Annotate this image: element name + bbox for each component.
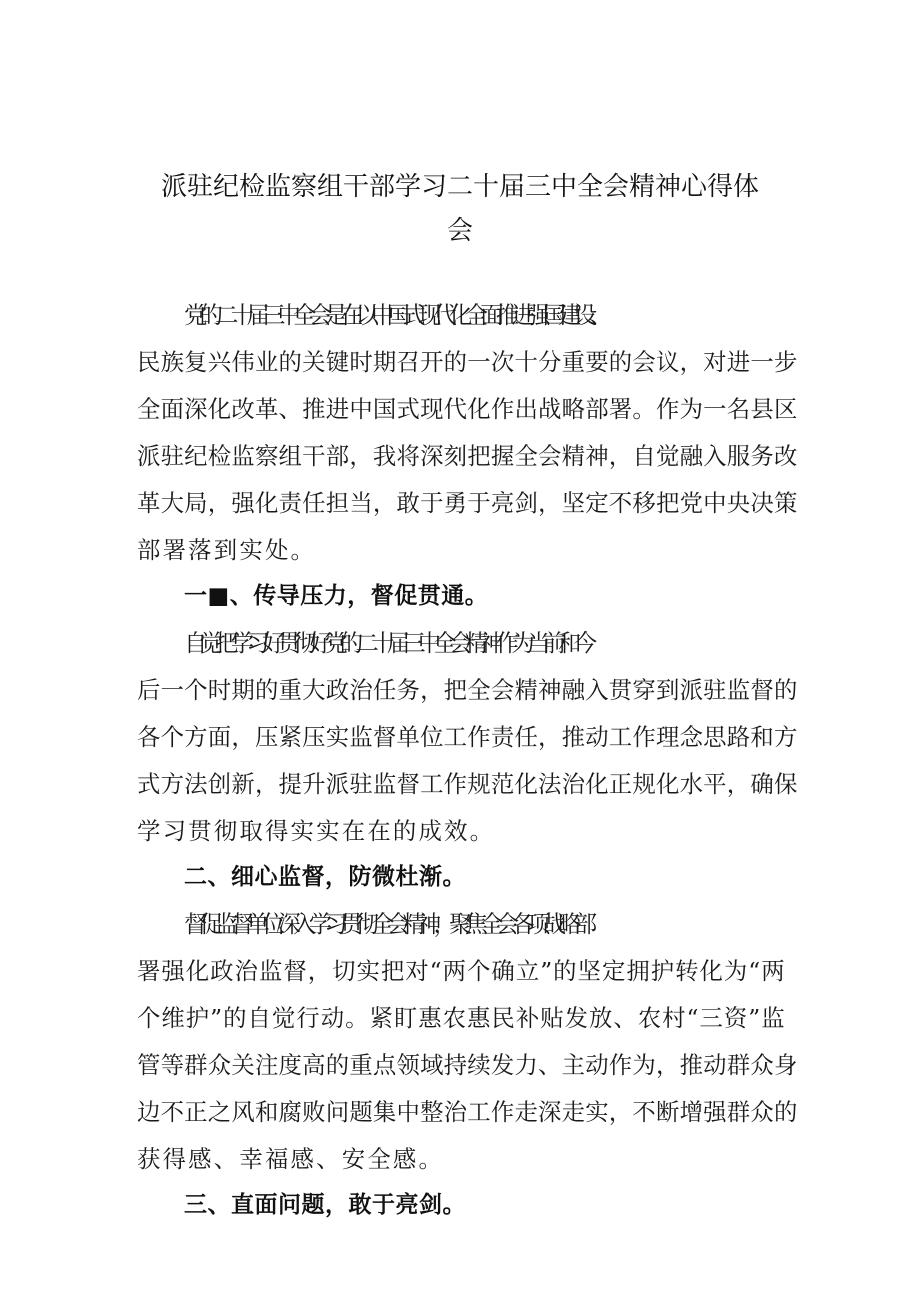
- section-1-line: 式方法创新，提升派驻监督工作规范化法治化正规化水平，确保: [137, 770, 798, 798]
- intro-line: 民族复兴伟业的关键时期召开的一次十分重要的会议，对进一步: [137, 348, 798, 376]
- section-2-heading: 二、细心监督，防微杜渐。: [184, 864, 466, 890]
- section-2-line: 获得感、幸福感、安全感。: [137, 1145, 445, 1173]
- intro-line: 全面深化改革、推进中国式现代化作出战略部署。作为一名县区: [137, 395, 798, 423]
- intro-line: 革大局，强化责任担当，敢于勇于亮剑，坚定不移把党中央决策: [137, 489, 798, 517]
- document-title-line-2: 会: [446, 216, 473, 246]
- section-1-heading: 一■、传导压力，督促贯通。: [184, 583, 489, 609]
- section-2-line: 边不正之风和腐败问题集中整治工作走深走实，不断增强群众的: [137, 1098, 798, 1126]
- intro-line: 派驻纪检监察组干部，我将深刻把握全会精神，自觉融入服务改: [137, 442, 798, 470]
- section-1-line: 学习贯彻取得实实在在的成效。: [137, 817, 496, 845]
- section-3-heading: 三、直面问题，敢于亮剑。: [184, 1192, 466, 1218]
- section-2-line: 督促监督单位深入学习贯彻全会精神，聚焦全会各项战略部: [184, 910, 590, 938]
- section-1-line: 各个方面，压紧压实监督单位工作责任，推动工作理念思路和方: [137, 723, 798, 751]
- intro-line: 党的二十届三中全会是在以中国式现代化全面推进强国建设、: [184, 301, 605, 329]
- section-2-line: 个维护”的自觉行动。紧盯惠农惠民补贴发放、农村“三资”监: [137, 1004, 786, 1032]
- section-1-line: 自觉把学习好贯彻好党的二十届三中全会精神作为当前和今: [184, 629, 590, 657]
- intro-line: 部署落到实处。: [137, 536, 317, 564]
- section-2-line: 管等群众关注度高的重点领域持续发力、主动作为，推动群众身: [137, 1051, 798, 1079]
- document-title-line-1: 派驻纪检监察组干部学习二十届三中全会精神心得体: [160, 172, 759, 202]
- section-2-line: 署强化政治监督，切实把对“两个确立”的坚定拥护转化为“两: [137, 957, 786, 985]
- section-1-line: 后一个时期的重大政治任务，把全会精神融入贯穿到派驻监督的: [137, 676, 798, 704]
